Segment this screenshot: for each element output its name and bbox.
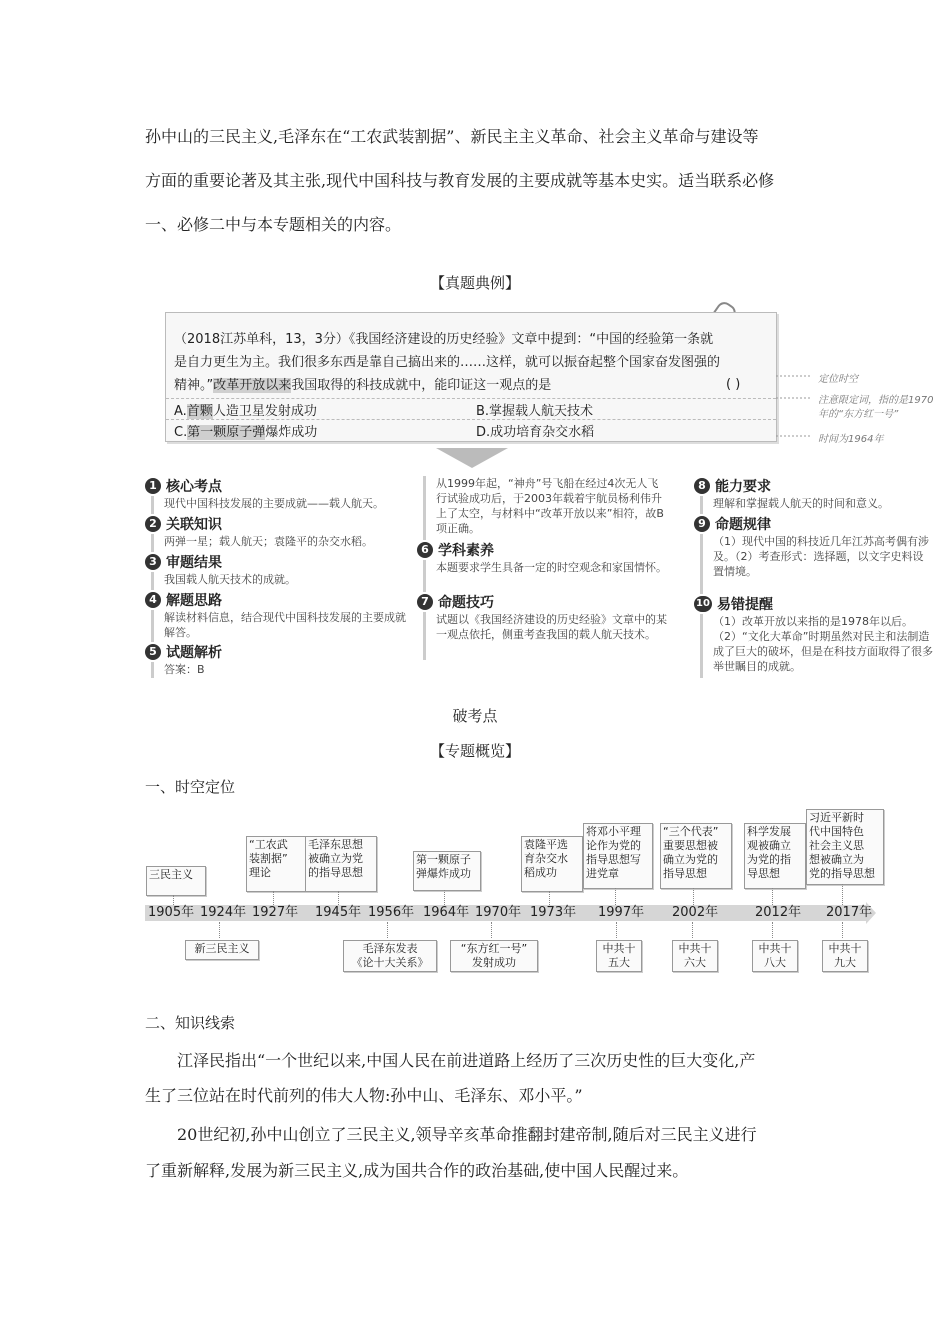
analysis-explanation: 从1999年起，“神舟”号飞船在经过4次无人飞行试验成功后，于2003年载着宇航员杨利伟升上了太空，与材料中“改革开放以来”相符，故B项正确。 — [423, 476, 667, 540]
analysis-item-8: 8 能力要求 理解和掌握载人航天的时间和意义。 — [694, 476, 934, 514]
section-overview-title: 【专题概览】 — [429, 742, 520, 760]
timeline-connector — [616, 922, 617, 938]
analysis-item-3: 3 审题结果 我国载人航天技术的成就。 — [145, 552, 415, 590]
timeline-event-below: “东方红一号” 发射成功 — [450, 940, 538, 972]
timeline-year: 1970年 — [475, 905, 522, 920]
timeline-event-above: 袁隆平选 育杂交水 稻成功 — [521, 836, 583, 892]
analysis-item-6: 6 学科素养 本题要求学生具备一定的时空观念和家国情怀。 — [417, 540, 667, 592]
timeline-connector — [444, 890, 445, 905]
timeline-event-below: 中共十 九大 — [822, 940, 868, 972]
analysis-item-9: 9 命题规律 （1）现代中国的科技近几年江苏高考偶有涉及。（2）考查形式：选择题，以文字史料设置情境。 — [694, 514, 934, 594]
question-line-1: （2018江苏单科，13，3分）《我国经济建设的历史经验》文章中提到：“中国的经验第一条就 — [174, 332, 714, 347]
analysis-right — [694, 476, 934, 678]
analysis-left — [145, 476, 415, 678]
body-p2-line2: 了重新解释,发展为新三民主义,成为国共合作的政治基础,使中国人民醒过来。 — [145, 1161, 689, 1180]
analysis-item-5: 5 试题解析 答案：B — [145, 642, 415, 678]
timeline-year: 2012年 — [755, 905, 802, 920]
analysis-item-7: 7 命题技巧 试题以《我国经济建设的历史经验》文章中的某一观点依托，侧重考查我国的载人航天技术。 — [417, 592, 667, 660]
timeline-connector — [772, 922, 773, 938]
down-triangle-icon — [436, 448, 508, 468]
intro-line-3: 一、必修二中与本专题相关的内容。 — [145, 215, 402, 234]
timeline-event-below: 中共十 八大 — [752, 940, 798, 972]
timeline-event-above: 毛泽东思想 被确立为党 的指导思想 — [305, 836, 377, 892]
timeline-connector — [387, 922, 388, 938]
timeline-connector — [338, 891, 339, 905]
timeline-event-below: 中共十 六大 — [672, 940, 718, 972]
timeline-connector — [219, 922, 220, 938]
side-note-3: 年的“东方红一号” — [818, 409, 899, 420]
timeline-year: 1956年 — [368, 905, 415, 920]
body-p1-line2: 生了三位站在时代前列的伟大人物:孙中山、毛泽东、邓小平。” — [145, 1086, 583, 1105]
timeline-year: 1997年 — [598, 905, 645, 920]
timeline-year: 1964年 — [423, 905, 470, 920]
analysis-item-4: 4 解题思路 解读材料信息，结合现代中国科技发展的主要成就解答。 — [145, 590, 415, 642]
intro-line-2: 方面的重要论著及其主张,现代中国科技与教育发展的主要成就等基本史实。适当联系必修 — [145, 171, 775, 190]
timeline-connector — [615, 888, 616, 905]
option-c: C.第一颗原子弹爆炸成功 — [174, 425, 318, 440]
timeline-connector — [692, 922, 693, 938]
timeline-event-above: 三民主义 — [146, 866, 206, 896]
timeline-year: 2002年 — [672, 905, 719, 920]
question-line-3: 精神。”改革开放以来我国取得的科技成就中，能印证这一观点的是 — [174, 378, 552, 393]
option-b: B.掌握载人航天技术 — [476, 404, 594, 419]
timeline-event-above: 习近平新时 代中国特色 社会主义思 想被确立为 党的指导思想 — [806, 809, 884, 885]
timeline-event-below: 毛泽东发表 《论十大关系》 — [343, 940, 437, 972]
analysis-item-2: 2 关联知识 两弹一星；载人航天；袁隆平的杂交水稻。 — [145, 514, 415, 552]
timeline-connector — [549, 891, 550, 905]
timeline-year: 2017年 — [826, 905, 873, 920]
question-card — [165, 312, 777, 442]
timeline-year: 1905年 — [148, 905, 195, 920]
timeline-year: 1924年 — [200, 905, 247, 920]
side-note-2: 注意限定词，指的是1970 — [818, 395, 934, 406]
timeline-year: 1927年 — [252, 905, 299, 920]
analysis-item-10: 10 易错提醒 （1）改革开放以来指的是1978年以后。（2）“文化大革命”时期虽然对民主和法制造成了巨大的破坏，但是在科技方面取得了很多举世瞩目的成就。 — [694, 594, 934, 678]
timeline-event-above: “工农武 装割据” 理论 — [246, 836, 306, 892]
timeline-event-below: 新三民主义 — [185, 940, 259, 960]
side-note-connectors — [776, 370, 816, 450]
timeline-year: 1973年 — [530, 905, 577, 920]
timeline-event-above: “三个代表” 重要思想被 确立为党的 指导思想 — [660, 823, 732, 889]
body-p2-line1: 20世纪初,孙中山创立了三民主义,领导辛亥革命推翻封建帝制,随后对三民主义进行 — [177, 1125, 757, 1144]
heading-timeline: 一、时空定位 — [145, 778, 236, 796]
analysis-item-1: 1 核心考点 现代中国科技发展的主要成就——载人航天。 — [145, 476, 415, 514]
heading-clues: 二、知识线索 — [145, 1014, 236, 1032]
side-note-4: 时间为1964年 — [818, 434, 884, 445]
timeline-event-above: 将邓小平理 论作为党的 指导思想写 进党章 — [583, 823, 653, 889]
timeline-connector — [842, 884, 843, 905]
timeline-event-above: 科学发展 观被确立 为党的指 导思想 — [744, 823, 806, 889]
timeline-event-above: 第一颗原子 弹爆炸成功 — [413, 851, 481, 891]
timeline-connector — [173, 895, 174, 905]
timeline-event-below: 中共十 五大 — [596, 940, 642, 972]
timeline-connector — [693, 888, 694, 905]
analysis-middle — [417, 476, 667, 660]
timeline-year: 1945年 — [315, 905, 362, 920]
timeline-connector — [842, 922, 843, 938]
timeline-connector — [491, 922, 492, 938]
option-d: D.成功培育杂交水稻 — [476, 425, 595, 440]
timeline-connector — [772, 888, 773, 905]
pokao-label: 破考点 — [452, 707, 498, 725]
side-note-1: 定位时空 — [818, 374, 858, 385]
body-p1-line1: 江泽民指出“一个世纪以来,中国人民在前进道路上经历了三次历史性的巨大变化,产 — [177, 1051, 756, 1070]
question-line-2: 是自力更生为主。我们很多东西是靠自己搞出来的……这样，就可以振奋起整个国家奋发图强的 — [174, 355, 721, 370]
intro-line-1: 孙中山的三民主义,毛泽东在“工农武装割据”、新民主主义革命、社会主义革命与建设等 — [145, 127, 759, 146]
timeline-connector — [273, 891, 274, 905]
section-example-title: 【真题典例】 — [429, 274, 520, 292]
option-a: A.首颗人造卫星发射成功 — [174, 404, 317, 419]
answer-bracket: ( ) — [726, 377, 741, 392]
